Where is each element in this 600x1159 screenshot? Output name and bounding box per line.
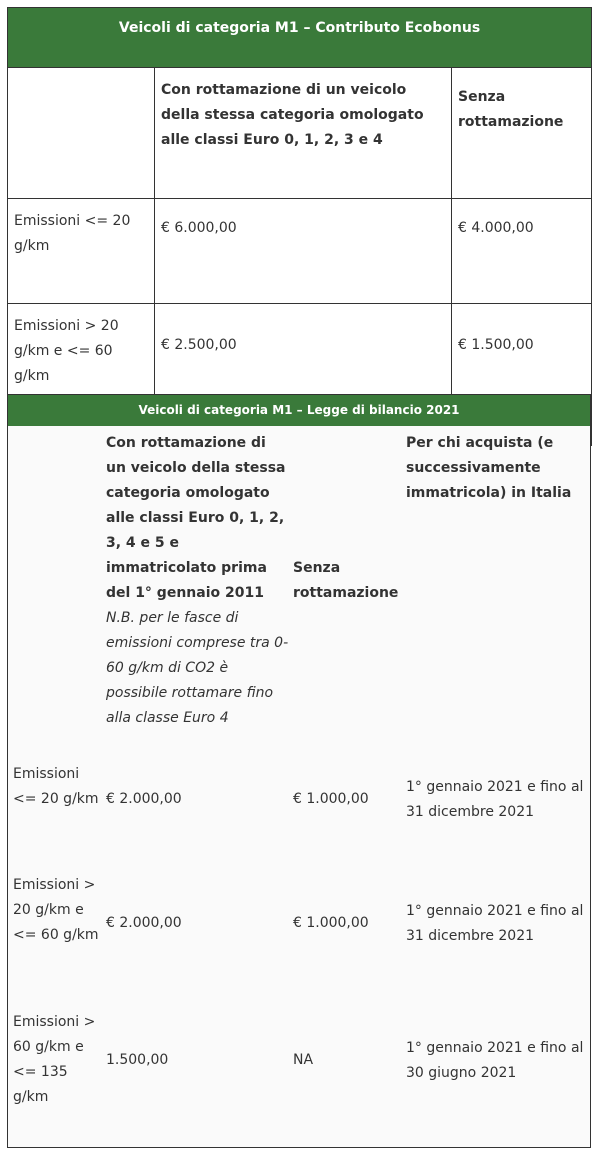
- cell-period: 1° gennaio 2021 e fino al 30 giugno 2021: [406, 1040, 584, 1081]
- cell-without-scrap: € 1.500,00: [452, 304, 592, 446]
- budget-law-table-title: Veicoli di categoria M1 – Legge di bilancio 2021: [8, 395, 590, 426]
- cell-without-scrap: € 4.000,00: [452, 199, 592, 304]
- header-cell-empty: [8, 68, 155, 199]
- cell-without-scrap: € 1.000,00: [293, 791, 369, 807]
- table-row: [8, 199, 592, 304]
- cell-with-scrap: 1.500,00: [106, 1052, 169, 1068]
- ecobonus-table: [7, 7, 592, 446]
- header-purchase: Per chi acquista (e successivamente immatricola) in Italia: [406, 435, 572, 501]
- row-label: Emissioni > 20 g/km e <= 60 g/km: [8, 304, 155, 446]
- header-with-scrap: Con rottamazione di un veicolo della stessa categoria omologato alle classi Euro 0, 1, 2, 3 e 4: [155, 68, 452, 199]
- cell-with-scrap: € 6.000,00: [155, 199, 452, 304]
- cell-with-scrap: € 2.000,00: [106, 791, 182, 807]
- cell-period: 1° gennaio 2021 e fino al 31 dicembre 2021: [406, 779, 584, 820]
- header-without-scrap: Senza rottamazione: [452, 68, 592, 199]
- row-label: Emissioni <= 20 g/km: [13, 766, 99, 807]
- row-label: Emissioni > 60 g/km e <= 135 g/km: [13, 1014, 96, 1105]
- table-header-row: [8, 68, 592, 199]
- ecobonus-title-text: Veicoli di categoria M1 – Contributo Ecobonus: [118, 20, 481, 36]
- row-label: Emissioni > 20 g/km e <= 60 g/km: [13, 877, 99, 943]
- budget-law-table: [7, 394, 591, 1148]
- cell-with-scrap: € 2.000,00: [106, 915, 182, 931]
- ecobonus-table-title: [8, 8, 592, 68]
- header-note: N.B. per le fasce di emissioni comprese tra 0-60 g/km di CO2 è possibile rottamare fino alla classe Euro 4: [106, 610, 289, 726]
- header-with-scrap: Con rottamazione di un veicolo della stessa categoria omologato alle classi Euro 0, 1, 2, 3, 4 e 5 e immatricolato prima del 1° gennaio 2011: [106, 435, 286, 601]
- header-without-scrap: Senza rottamazione: [293, 560, 399, 601]
- row-label: Emissioni <= 20 g/km: [8, 199, 155, 304]
- cell-period: 1° gennaio 2021 e fino al 31 dicembre 2021: [406, 903, 584, 944]
- cell-without-scrap: € 1.000,00: [293, 915, 369, 931]
- cell-with-scrap: € 2.500,00: [155, 304, 452, 446]
- cell-without-scrap: NA: [293, 1052, 314, 1068]
